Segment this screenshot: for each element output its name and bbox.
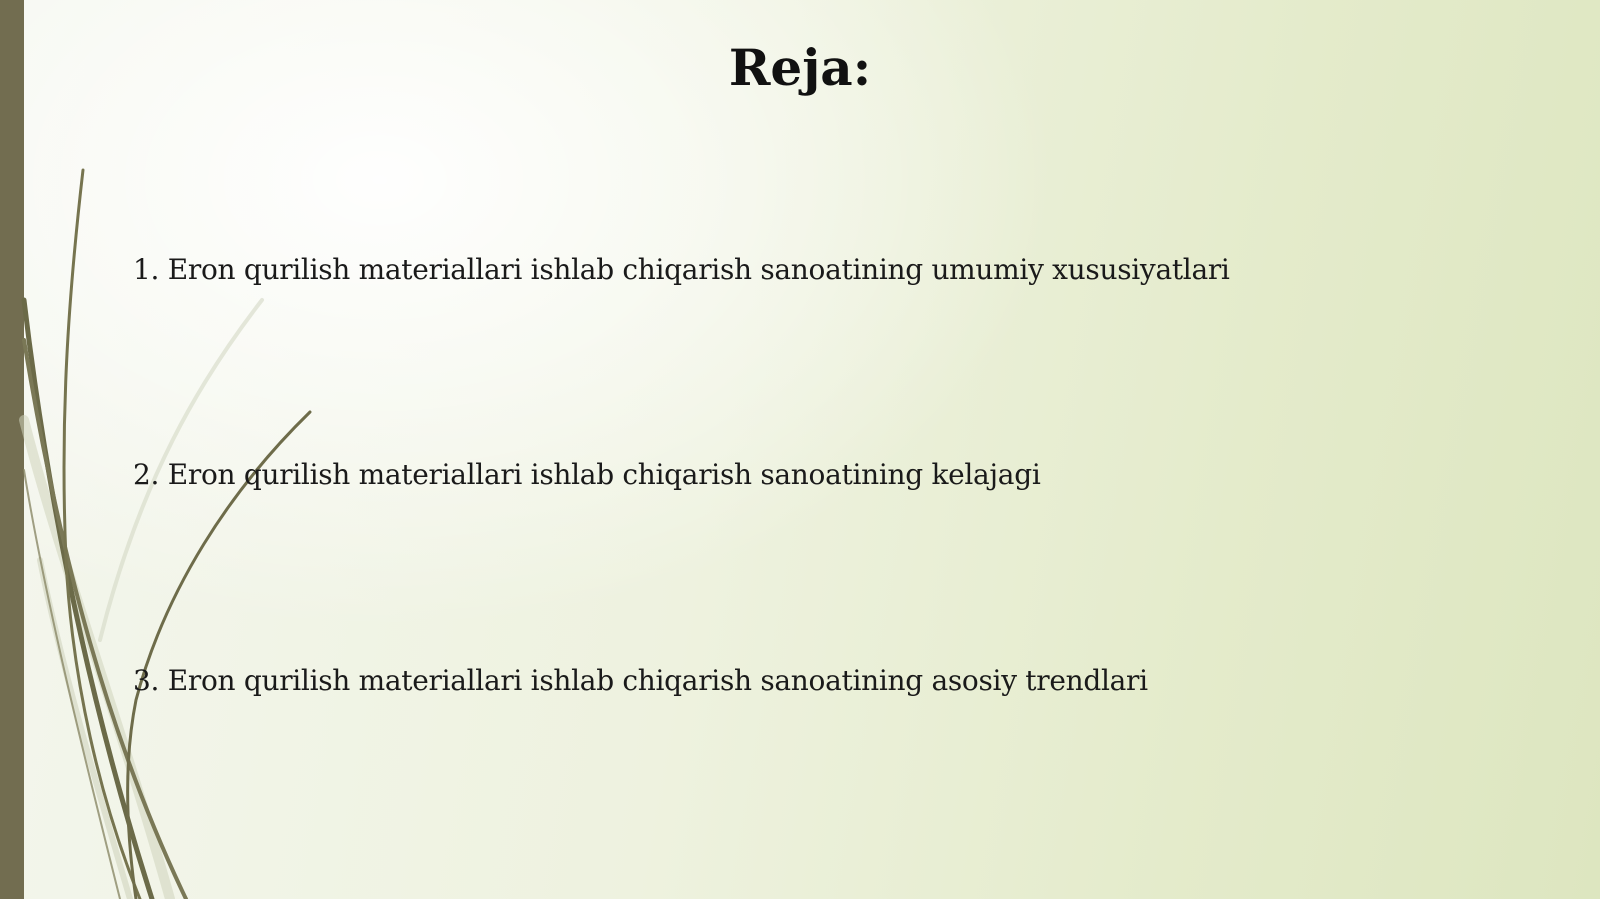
slide-title: Reja: — [728, 38, 872, 97]
plan-item-1: 1. Eron qurilish materiallari ishlab chiqarish sanoatining umumiy xususiyatlari — [133, 253, 1230, 286]
plan-item-2: 2. Eron qurilish materiallari ishlab chiqarish sanoatining kelajagi — [133, 458, 1041, 491]
plan-item-3: 3. Eron qurilish materiallari ishlab chiqarish sanoatining asosiy trendlari — [133, 664, 1148, 697]
grass-decoration — [0, 0, 340, 899]
